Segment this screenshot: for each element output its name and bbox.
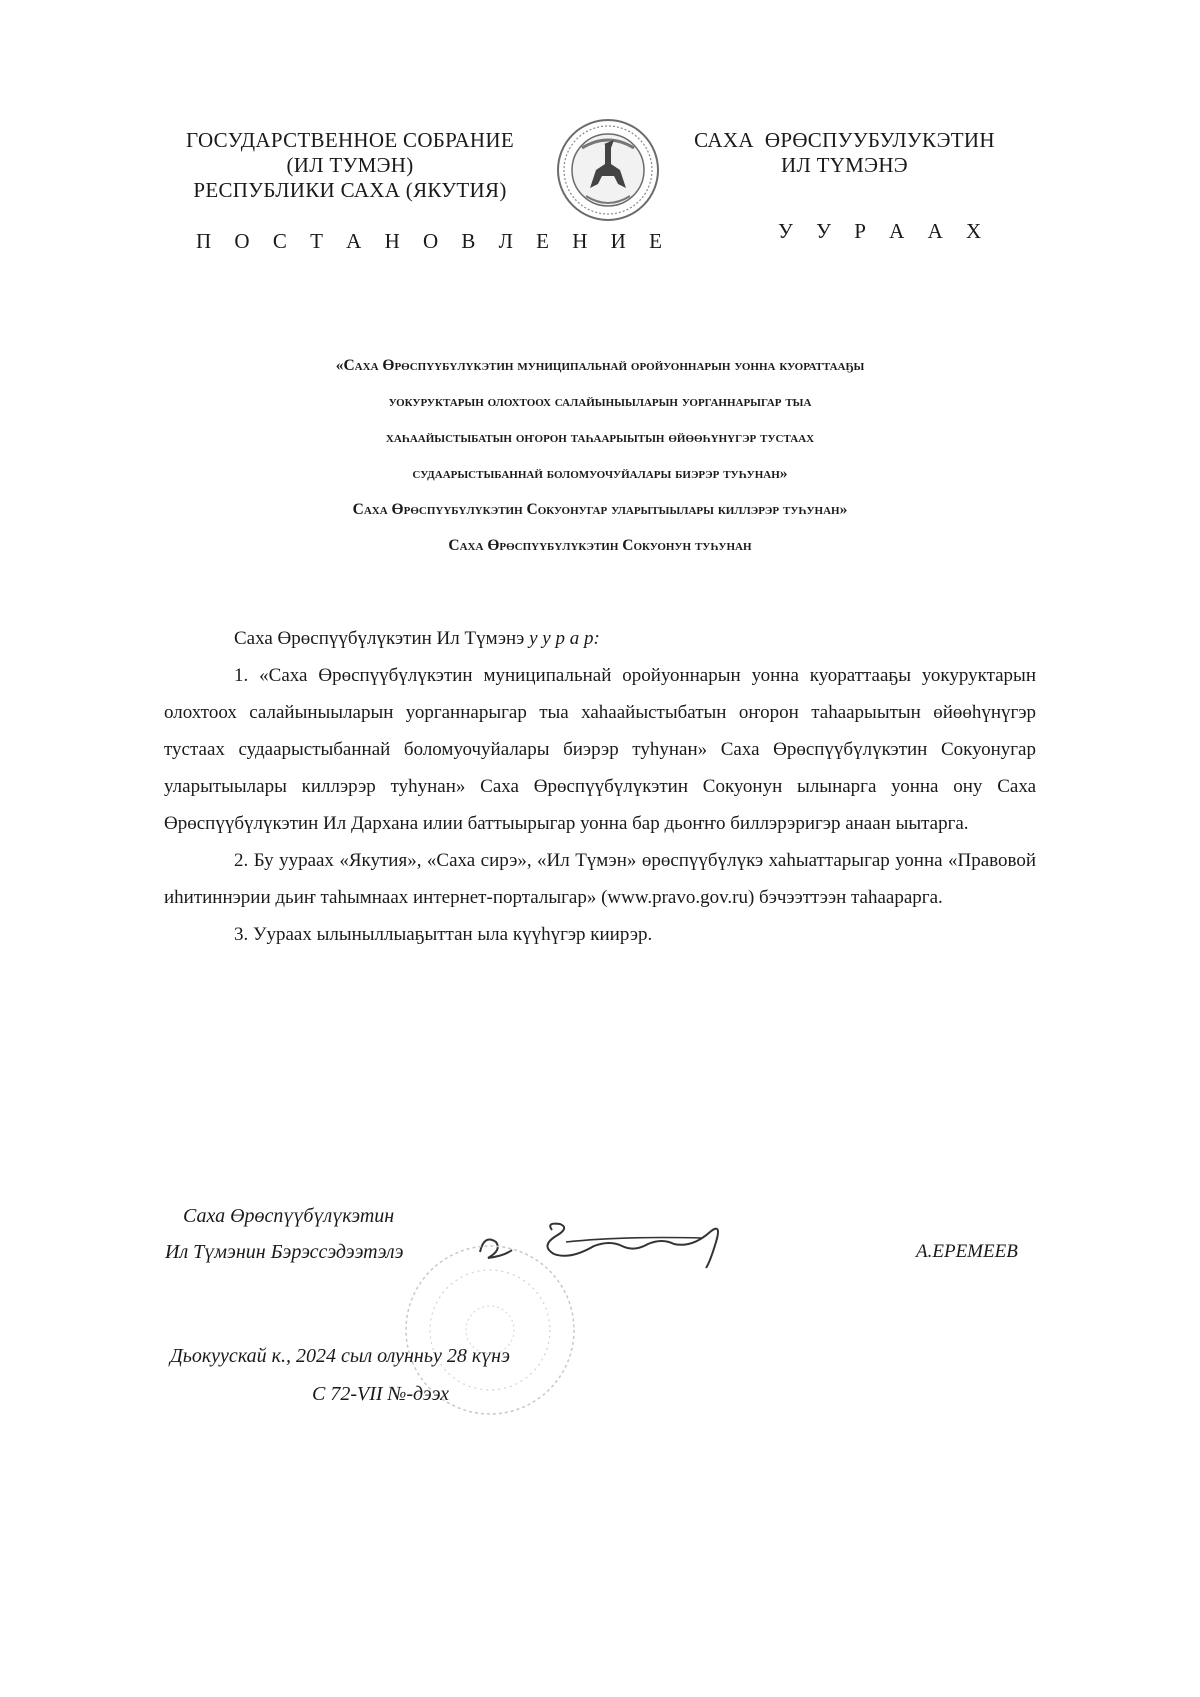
title-line: «Саха Өрөспүүбүлүкэтин муниципальнай оройуоннарын уонна куораттааҕы: [335, 357, 865, 374]
title-line: хаһаайыстыбатын оҥорон таһаарыытын өйөөһүнүгэр тустаах: [385, 429, 815, 446]
issuer-line-2: (ИЛ ТУМЭН): [286, 153, 414, 177]
doc-type-russian: П О С Т А Н О В Л Е Н И Е: [196, 229, 671, 253]
body-paragraph-2: 2. Бу уураах «Якутия», «Саха сирэ», «Ил Түмэн» өрөспүүбүлүкэ хаһыаттарыгар уонна «Правовой иһитиннэрии дьиҥ таһымнаах интернет-порталыгар» (www.pravo.gov.ru) бэчээттээн таһаарарга.: [164, 850, 1036, 908]
doc-type-sakha: У У Р А А Х: [778, 219, 991, 243]
issuer-name-sakha: [672, 128, 1017, 178]
signatory-name: А.ЕРЕМЕЕВ: [916, 1241, 1018, 1262]
document-title: [150, 348, 1050, 564]
signatory-position-line-1: Саха Өрөспүүбүлүкэтин: [183, 1205, 395, 1227]
title-line: судаарыстыбаннай боломуочуйалары биэрэр туһунан»: [412, 465, 788, 482]
issuer-line-3: РЕСПУБЛИКИ САХА (ЯКУТИЯ): [193, 178, 507, 202]
body-paragraph-1: 1. «Саха Өрөспүүбүлүкэтин муниципальнай оройуоннарын уонна куораттааҕы уокуруктарын олохтоох салайыныыларын уорганнарыгар тыа хаһаайыстыбатын оҥорон таһаарыытын өйөөһүнүгэр тустаах судаарыстыбаннай боломуочуйалары биэрэр туһунан» Саха Өрөспүүбүлүкэтин Сокуонугар уларытыылары киллэрэр туһунан» Саха Өрөспүүбүлүкэтин Сокуонун ылынарга уонна ону Саха Өрөспүүбүлүкэтин Ил Дархана илии баттыырыгар уонна бар дьоҥҥо биллэрэригэр анаан ыытарга.: [164, 665, 1036, 834]
intro-text: Саха Өрөспүүбүлүкэтин Ил Түмэнэ: [234, 628, 530, 649]
title-line: Саха Өрөспүүбүлүкэтин Сокуонугар уларытыылары киллэрэр туһунан»: [352, 501, 848, 518]
coat-of-arms-emblem: [556, 118, 660, 222]
intro-line: [164, 620, 1036, 657]
issuer-line-1: ГОСУДАРСТВЕННОЕ СОБРАНИЕ: [186, 128, 514, 152]
place-and-date: Дьокуускай к., 2024 сыл олунньу 28 күнэ: [170, 1345, 510, 1367]
title-line: уокуруктарын олохтоох салайыныыларын уорганнарыгар тыа: [388, 393, 812, 410]
document-number: С 72-VII №-дээх: [312, 1383, 450, 1405]
body-paragraph-3: 3. Уураах ылыныллыаҕыттан ыла күүһүгэр киирэр.: [234, 924, 653, 945]
document-body: [164, 620, 1036, 953]
issuer-sakha-line-1: САХА ӨРӨСПУУБУЛУКЭТИН: [694, 128, 995, 152]
issuer-name-russian: [155, 128, 545, 203]
intro-decision-word: у у р а р:: [529, 628, 600, 649]
title-line: Саха Өрөспүүбүлүкэтин Сокуонун туһунан: [448, 537, 752, 554]
signatory-position-line-2: Ил Түмэнин Бэрэссэдээтэлэ: [165, 1241, 404, 1263]
issuer-sakha-line-2: ИЛ ТҮМЭНЭ: [781, 153, 908, 177]
